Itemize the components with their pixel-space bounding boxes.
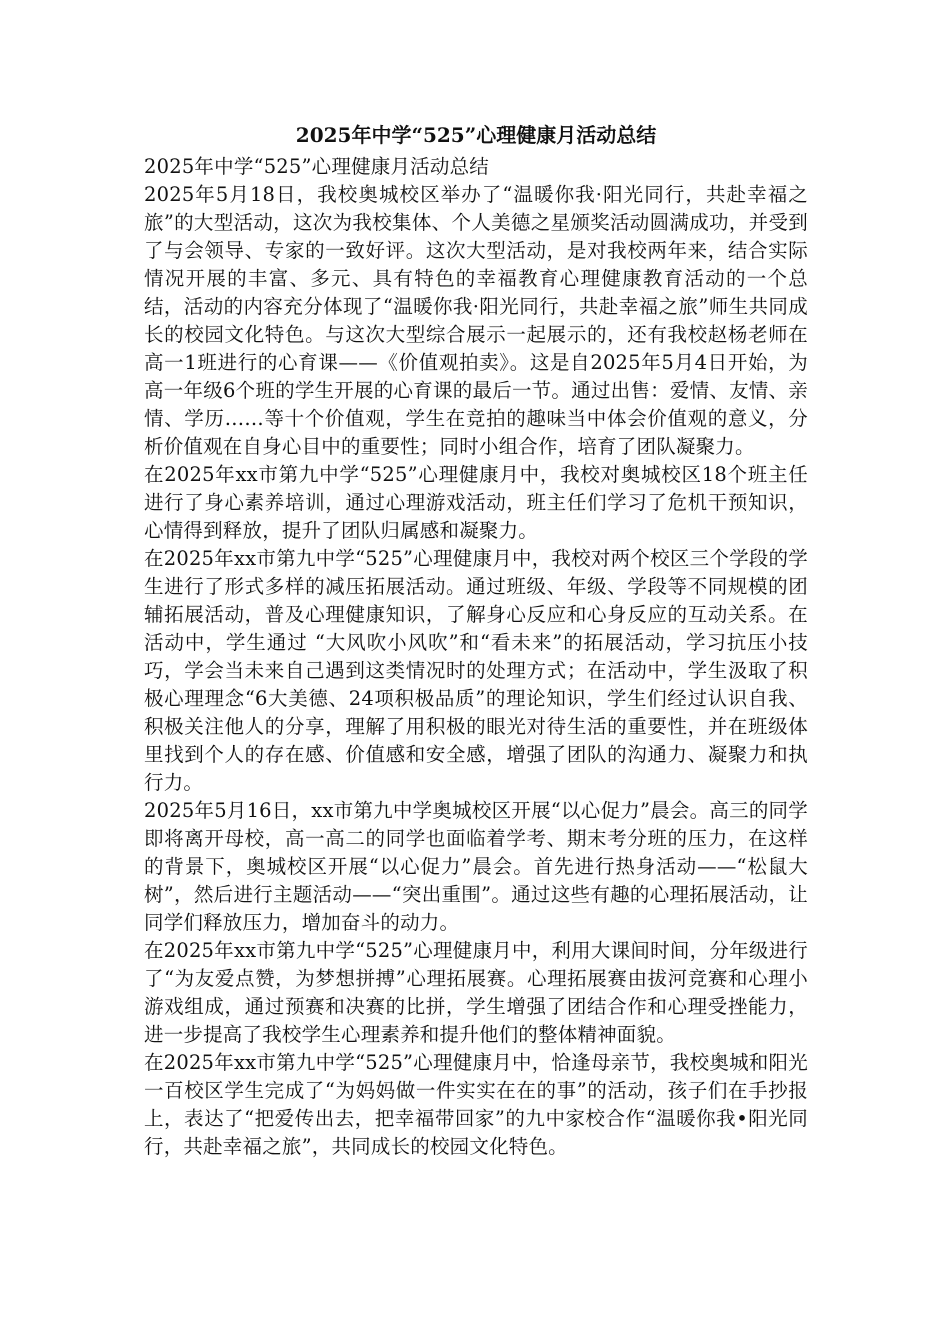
body-paragraph: 2025年5月16日，xx市第九中学奥城校区开展“以心促力”晨会。高三的同学即将离开母校，高一高二的同学也面临着学考、期末考分班的压力，在这样的背景下，奥城校区开展“以心促力”晨会。首先进行热身活动——“松鼠大树”，然后进行主题活动——“突出重围”。通过这些有趣的心理拓展活动，让同学们释放压力，增加奋斗的动力。 [144,799,808,934]
body-paragraph: 在2025年xx市第九中学“525”心理健康月中，我校对奥城校区18个班主任进行了身心素养培训，通过心理游戏活动，班主任们学习了危机干预知识，心情得到释放，提升了团队归属感和凝聚力。 [144,463,808,542]
body-paragraph: 在2025年xx市第九中学“525”心理健康月中，我校对两个校区三个学段的学生进行了形式多样的减压拓展活动。通过班级、年级、学段等不同规模的团辅拓展活动，普及心理健康知识，了解身心反应和心身反应的互动关系。在活动中，学生通过 “大风吹小风吹”和“看未来”的拓展活动，学习抗压小技巧，学会当未来自己遇到这类情况时的处理方式；在活动中，学生汲取了积极心理理念“6大美德、24项积极品质”的理论知识，学生们经过认识自我、积极关注他人的分享，理解了用积极的眼光对待生活的重要性，并在班级体里找到个人的存在感、价值感和安全感，增强了团队的沟通力、凝聚力和执行力。 [144,547,808,794]
document-title: 2025年中学“525”心理健康月活动总结 [295,123,657,147]
body-paragraph: 在2025年xx市第九中学“525”心理健康月中，利用大课间时间，分年级进行了“为友爱点赞，为梦想拼搏”心理拓展赛。心理拓展赛由拔河竞赛和心理小游戏组成，通过预赛和决赛的比拼，学生增强了团结合作和心理受挫能力，进一步提高了我校学生心理素养和提升他们的整体精神面貌。 [144,939,808,1046]
subtitle-paragraph: 2025年中学“525”心理健康月活动总结 [144,155,489,178]
body-paragraph: 2025年5月18日，我校奥城校区举办了“温暖你我·阳光同行，共赴幸福之旅”的大型活动，这次为我校集体、个人美德之星颁奖活动圆满成功，并受到了与会领导、专家的一致好评。这次大型活动，是对我校两年来，结合实际情况开展的丰富、多元、具有特色的幸福教育心理健康教育活动的一个总结，活动的内容充分体现了“温暖你我·阳光同行，共赴幸福之旅”师生共同成长的校园文化特色。与这次大型综合展示一起展示的，还有我校赵杨老师在高一1班进行的心育课——《价值观拍卖》。这是自2025年5月4日开始，为高一年级6个班的学生开展的心育课的最后一节。通过出售：爱情、友情、亲情、学历……等十个价值观，学生在竞拍的趣味当中体会价值观的意义，分析价值观在自身心目中的重要性；同时小组合作，培育了团队凝聚力。 [144,183,808,458]
document-page [144,120,808,1161]
body-paragraph: 在2025年xx市第九中学“525”心理健康月中，恰逢母亲节，我校奥城和阳光一百校区学生完成了“为妈妈做一件实实在在的事”的活动，孩子们在手抄报上，表达了“把爱传出去，把幸福带回家”的九中家校合作“温暖你我•阳光同行，共赴幸福之旅”，共同成长的校园文化特色。 [144,1051,808,1158]
